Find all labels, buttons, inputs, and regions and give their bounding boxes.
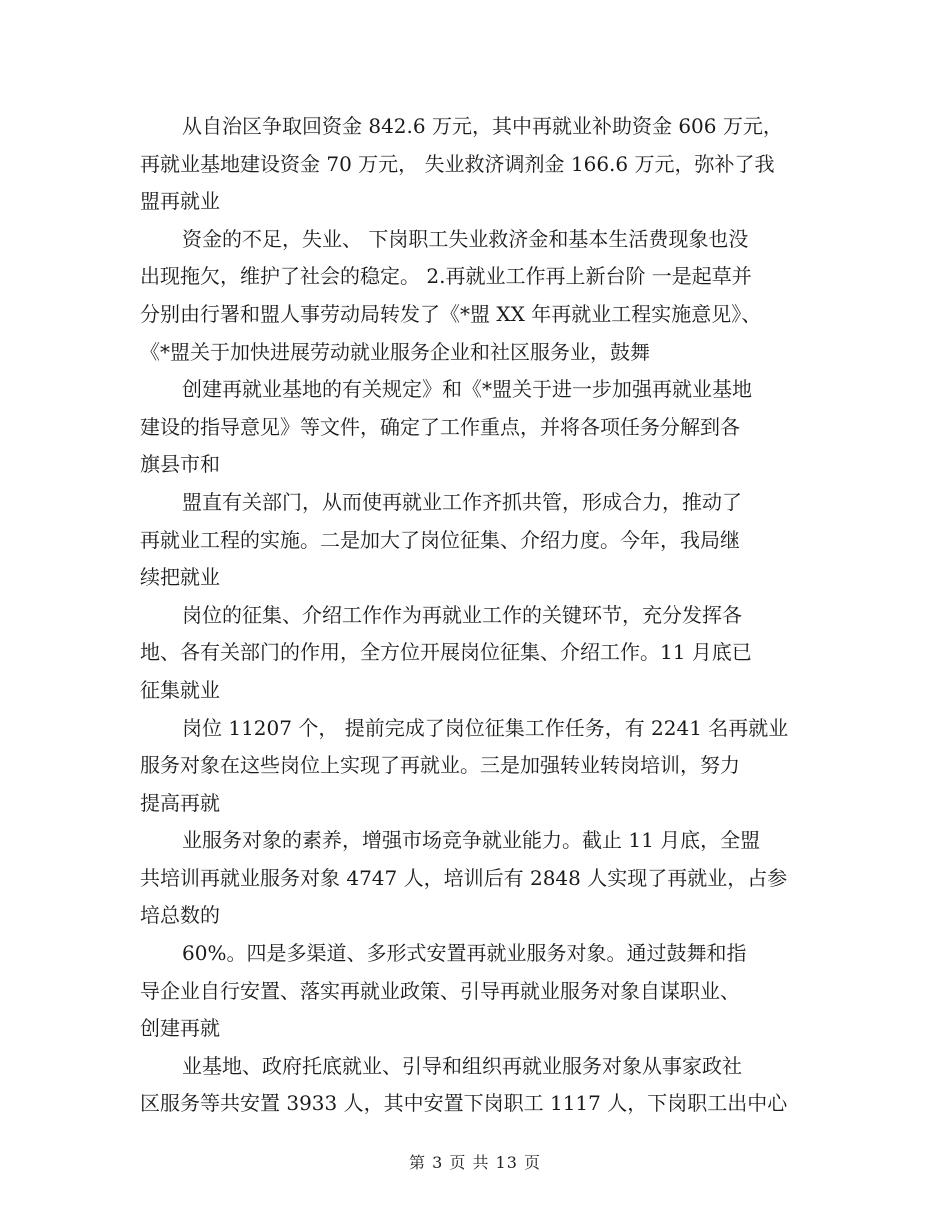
text-line: 培总数的 — [140, 903, 220, 928]
text-line: 再就业基地建设资金 70 万元， 失业救济调剂金 166.6 万元，弥补了我 — [140, 151, 775, 176]
text-line: 创建再就业基地的有关规定》和《*盟关于进一步加强再就业基地 — [182, 377, 752, 402]
text-line: 续把就业 — [140, 565, 220, 590]
text-line: 共培训再就业服务对象 4747 人，培训后有 2848 人实现了再就业，占参 — [140, 865, 788, 890]
text-line: 岗位的征集、介绍工作作为再就业工作的关键环节，充分发挥各 — [182, 602, 742, 627]
text-line: 业基地、政府托底就业、引导和组织再就业服务对象从事家政社 — [182, 1053, 742, 1078]
text-line: 盟再就业 — [140, 189, 220, 214]
text-line: 资金的不足，失业、 下岗职工失业救济金和基本生活费现象也没 — [182, 226, 749, 251]
text-line: 导企业自行安置、落实再就业政策、引导再就业服务对象自谋职业、 — [140, 978, 740, 1003]
text-line: 征集就业 — [140, 677, 220, 702]
text-line: 60%。四是多渠道、多形式安置再就业服务对象。通过鼓舞和指 — [182, 941, 747, 966]
text-line: 创建再就 — [140, 1016, 220, 1041]
text-line: 出现拖欠，维护了社会的稳定。 2.再就业工作再上新台阶 一是起草并 — [140, 264, 752, 289]
text-line: 从自治区争取回资金 842.6 万元，其中再就业补助资金 606 万元， — [182, 114, 783, 138]
body-text — [140, 108, 812, 1123]
text-line: 服务对象在这些岗位上实现了再就业。三是加强转业转岗培训，努力 — [140, 753, 740, 778]
page-number-footer: 第 3 页 共 13 页 — [409, 1153, 541, 1172]
text-line: 盟直有关部门，从而使再就业工作齐抓共管，形成合力，推动了 — [182, 489, 742, 514]
text-line: 区服务等共安置 3933 人，其中安置下岗职工 1117 人，下岗职工出中心 — [140, 1091, 788, 1116]
text-line: 岗位 11207 个， 提前完成了岗位征集工作任务，有 2241 名再就业 — [182, 715, 789, 740]
text-line: 《*盟关于加快进展劳动就业服务企业和社区服务业，鼓舞 — [140, 339, 650, 364]
text-line: 建设的指导意见》等文件，确定了工作重点，并将各项任务分解到各 — [140, 414, 740, 439]
text-line: 分别由行署和盟人事劳动局转发了《*盟 XX 年再就业工程实施意见》、 — [140, 301, 762, 326]
text-line: 业服务对象的素养，增强市场竞争就业能力。截止 11 月底，全盟 — [182, 828, 761, 853]
text-line: 地、各有关部门的作用，全方位开展岗位征集、介绍工作。11 月底已 — [140, 640, 752, 665]
text-line: 旗县市和 — [140, 452, 220, 477]
text-line: 提高再就 — [140, 790, 220, 815]
text-line: 再就业工程的实施。二是加大了岗位征集、介绍力度。今年，我局继 — [140, 527, 740, 552]
